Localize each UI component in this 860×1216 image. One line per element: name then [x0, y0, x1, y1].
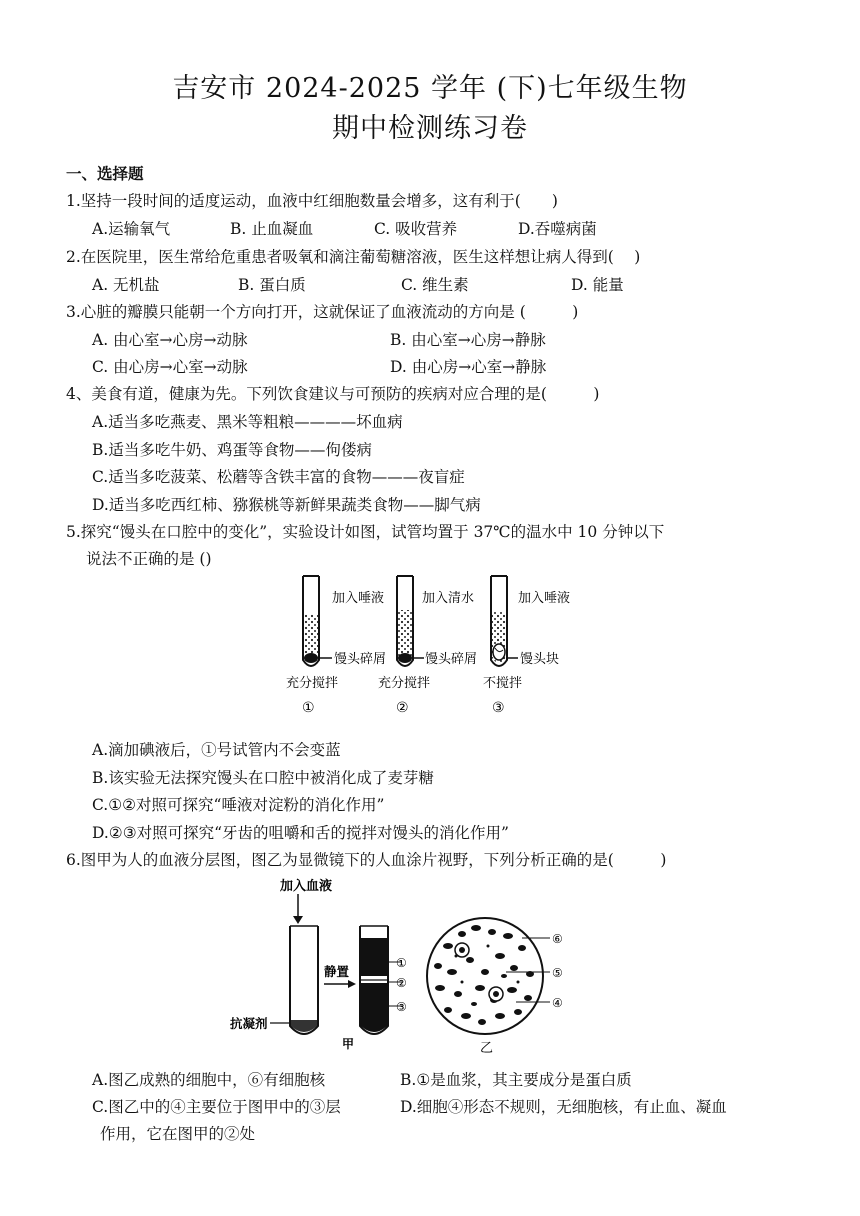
q6-still-label: 静置: [324, 964, 350, 979]
q6-yi-label-6: ⑥: [552, 932, 563, 946]
q5-tube-3-number: ③: [492, 700, 505, 716]
q5-tube-2-operation: 充分搅拌: [378, 676, 431, 691]
q5-stem-line-2: 说法不正确的是 (): [86, 550, 212, 568]
q5-option-b: B.该实验无法探究馒头在口腔中被消化成了麦芽糖: [92, 769, 434, 787]
q6-jia-label-1: ①: [396, 956, 407, 970]
q6-add-blood-label: 加入血液: [280, 879, 333, 894]
q5-tube-2-content-label: 馒头碎屑: [425, 652, 478, 667]
title-line-2: 期中检测练习卷: [332, 113, 528, 144]
q1-option-b: B. 止血凝血: [230, 220, 314, 238]
q6-option-c: C.图乙中的④主要位于图甲中的③层: [92, 1098, 341, 1116]
q5-tube-2: [397, 576, 424, 666]
title-line-1: 吉安市 2024-2025 学年 (下)七年级生物: [172, 73, 688, 104]
q2-option-b: B. 蛋白质: [238, 276, 306, 294]
q4-option-c: C.适当多吃菠菜、松蘑等含铁丰富的食物———夜盲症: [92, 468, 465, 486]
q5-tube-3-operation: 不搅拌: [483, 676, 523, 691]
q6-microscope-field: [427, 918, 543, 1034]
q6-option-a: A.图乙成熟的细胞中，⑥有细胞核: [92, 1071, 326, 1089]
q5-tube-3: [491, 576, 518, 666]
q1-option-d: D.吞噬病菌: [518, 220, 597, 238]
q3-options-ab: [92, 330, 546, 350]
q6-jia-label-2: ②: [396, 976, 407, 990]
q1-option-a: A.运输氧气: [92, 220, 171, 238]
q6-options-cd: [92, 1097, 727, 1117]
q5-tube-1-operation: 充分搅拌: [286, 676, 339, 691]
q6-option-d-continued: 作用，它在图甲的②处: [100, 1125, 256, 1143]
q5-test-tube-figure: [280, 572, 590, 722]
q3-stem: 3.心脏的瓣膜只能朝一个方向打开，这就保证了血液流动的方向是 ( ): [66, 303, 579, 321]
q2-options: [92, 275, 624, 295]
q5-tube-1-number: ①: [302, 700, 315, 716]
q3-option-a: A. 由心室→心房→动脉: [92, 331, 248, 349]
q6-options-ab: [92, 1070, 632, 1090]
q6-jia-caption: 甲: [342, 1037, 355, 1051]
q1-option-c: C. 吸收营养: [374, 220, 458, 238]
q4-option-b: B.适当多吃牛奶、鸡蛋等食物——佝偻病: [92, 441, 372, 459]
q3-option-b: B. 由心室→心房→静脉: [390, 331, 546, 349]
q2-option-c: C. 维生素: [401, 276, 469, 294]
q1-stem: 1.坚持一段时间的适度运动，血液中红细胞数量会增多，这有利于( ): [66, 192, 558, 210]
q5-tube-1-add-label: 加入唾液: [332, 591, 385, 606]
q6-anticoagulant-label: 抗凝剂: [230, 1016, 268, 1031]
q3-option-c: C. 由心房→心室→动脉: [92, 358, 248, 376]
q5-tube-3-content-label: 馒头块: [520, 652, 560, 667]
q5-option-d: D.②③对照可探究“牙齿的咀嚼和舌的搅拌对馒头的消化作用”: [92, 824, 509, 842]
q5-tube-1: [303, 576, 332, 666]
q3-options-cd: [92, 357, 546, 377]
q2-option-a: A. 无机盐: [92, 276, 160, 294]
q5-stem-line-1: 5.探究“馒头在口腔中的变化”，实验设计如图，试管均置于 37℃的温水中 10 分钟以下: [66, 523, 665, 541]
q3-option-d: D. 由心房→心室→静脉: [390, 358, 547, 376]
q5-option-a: A.滴加碘液后，①号试管内不会变蓝: [92, 741, 341, 759]
q5-tube-2-number: ②: [396, 700, 409, 716]
q6-stem: 6.图甲为人的血液分层图，图乙为显微镜下的人血涂片视野，下列分析正确的是( ): [66, 851, 667, 869]
q5-tube-3-add-label: 加入唾液: [518, 591, 571, 606]
q5-option-c: C.①②对照可探究“唾液对淀粉的消化作用”: [92, 796, 385, 814]
q6-yi-caption: 乙: [480, 1041, 494, 1056]
q2-option-d: D. 能量: [571, 276, 624, 294]
q4-option-a: A.适当多吃燕麦、黑米等粗粮————坏血病: [92, 413, 403, 431]
q5-tube-2-add-label: 加入清水: [422, 591, 475, 606]
q6-yi-label-4: ④: [552, 996, 563, 1010]
q6-yi-label-5: ⑤: [552, 966, 563, 980]
q6-jia-label-3: ③: [396, 1000, 407, 1014]
q6-option-d: D.细胞④形态不规则，无细胞核，有止血、凝血: [400, 1098, 727, 1116]
q6-blood-figure: [230, 876, 610, 1058]
q5-tube-1-content-label: 馒头碎屑: [334, 652, 387, 667]
q1-options: [92, 219, 597, 239]
q2-stem: 2.在医院里，医生常给危重患者吸氧和滴注葡萄糖溶液，医生这样想让病人得到( ): [66, 248, 641, 266]
section-heading: 一、选择题: [66, 164, 144, 183]
q6-option-b: B.①是血浆，其主要成分是蛋白质: [400, 1071, 632, 1089]
q4-stem: 4、美食有道，健康为先。下列饮食建议与可预防的疾病对应合理的是( ): [66, 385, 600, 403]
q4-option-d: D.适当多吃西红柿、猕猴桃等新鲜果蔬类食物——脚气病: [92, 496, 481, 514]
